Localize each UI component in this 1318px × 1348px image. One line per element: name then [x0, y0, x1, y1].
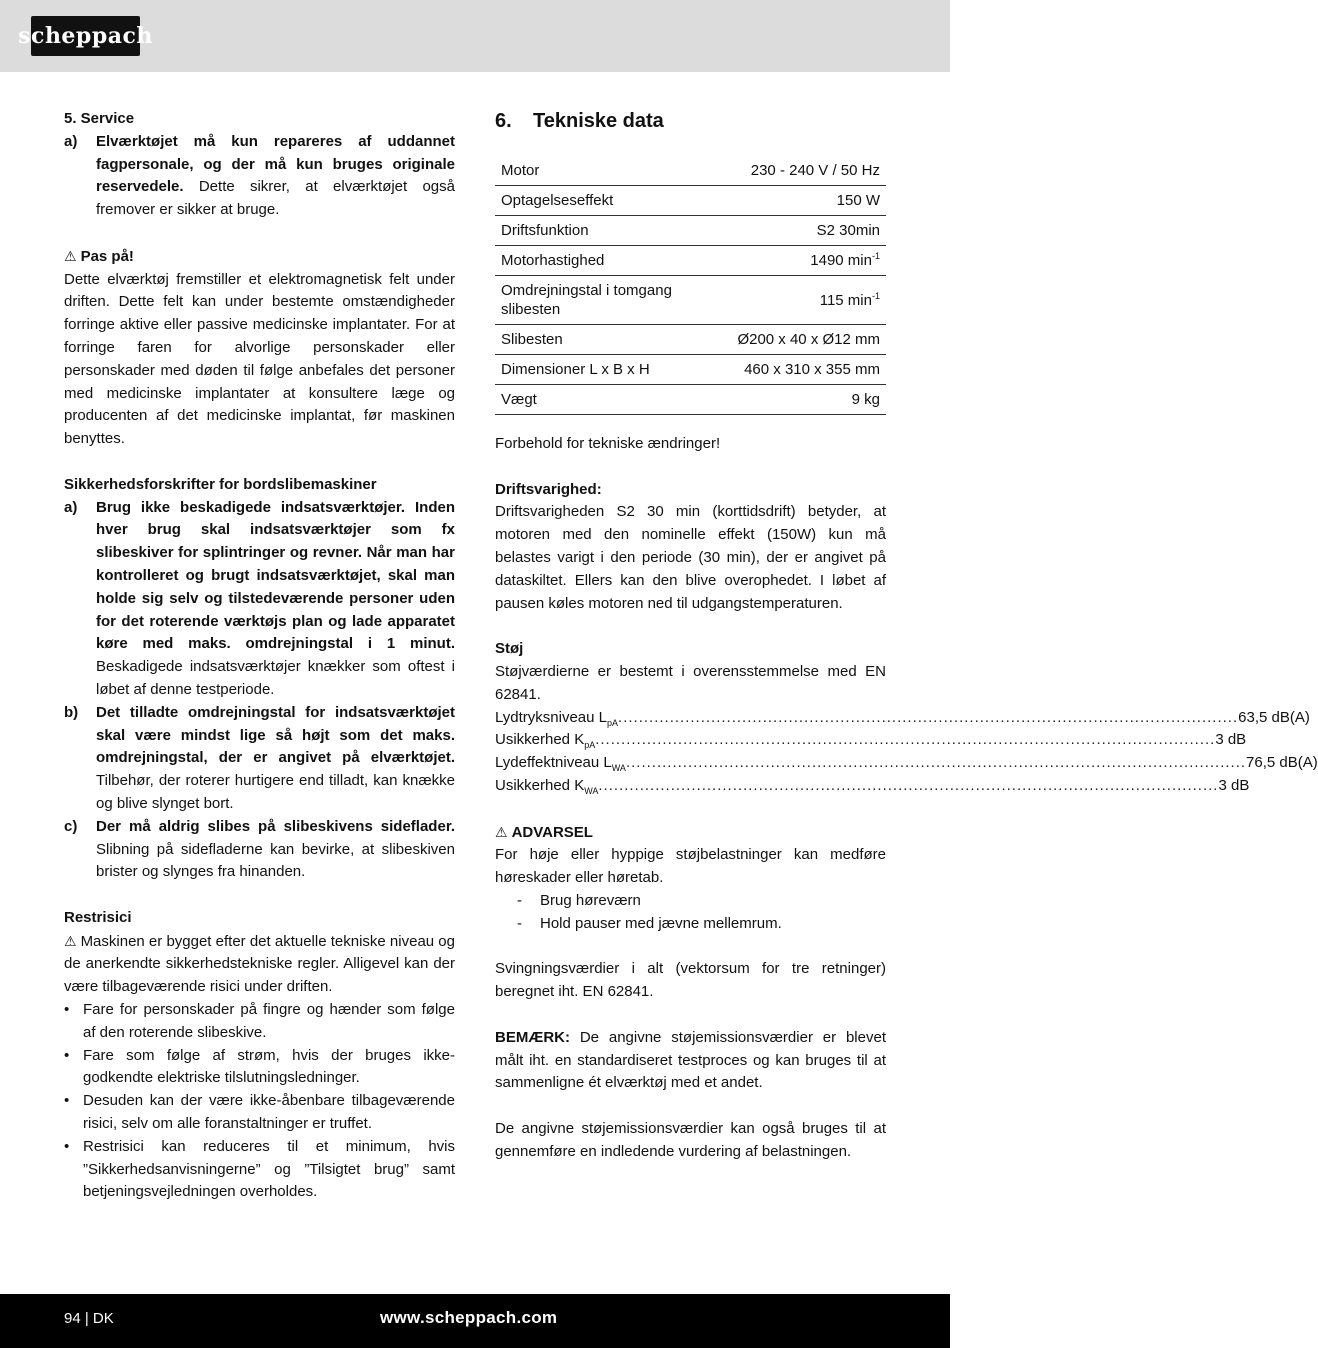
- spec-value: [731, 186, 886, 216]
- spec-row: [495, 385, 886, 415]
- item-bold-text: Elværktøjet må kun repareres af uddannet fagpersonale, og der må kun bruges originale reservedele.: [96, 132, 455, 196]
- bullet-text: Desuden kan der være ikke-åbenbare tilbageværende risici, selv om alle foranstaltninger er truffet.: [83, 1092, 455, 1133]
- leader-dots: ........................................................................................................................: [598, 776, 1219, 794]
- noise-level-name: Usikkerhed $K_{pA}$: [495, 731, 596, 751]
- bullet-icon: •: [64, 1001, 70, 1019]
- bullet-text: Fare som følge af strøm, hvis der bruges ikke-godkendte elektriske tilslutningsledninger.: [83, 1046, 455, 1087]
- noise-level-value: 3 dB: [1215, 731, 1247, 749]
- note-paragraph: [495, 1027, 886, 1095]
- spec-value-text: 1490 min: [810, 252, 872, 269]
- restrisici-bullet: [64, 999, 455, 1045]
- brand-logo: scheppach: [31, 16, 140, 56]
- note-label: BEMÆRK:: [495, 1028, 570, 1046]
- noise-level-row: [495, 707, 1310, 730]
- spec-label: Motor: [495, 156, 731, 186]
- spec-row: [495, 186, 886, 216]
- spec-row: [495, 355, 886, 385]
- spec-label: Driftsfunktion: [495, 216, 731, 246]
- page-number: 94: [64, 1310, 81, 1327]
- spec-value-text: 9 kg: [851, 391, 880, 408]
- service-heading: 5. Service: [64, 110, 135, 127]
- item-bold-text: Brug ikke beskadigede indsatsværktøjer. Inden hver brug skal indsatsværktøjer som fx slibeskiver for splintringer og revner. Når man har kontrolleret og brugt indsatsværktøjet, skal man holde sig selv og tilstedeværende personer uden for det roterende værktøjs plan og lade apparatet køre med maks. omdrejningstal i 1 minut.: [96, 498, 455, 653]
- spec-value: [731, 355, 886, 385]
- spec-unit-exponent: -1: [871, 251, 880, 261]
- item-text: [96, 497, 455, 702]
- warning-title: ADVARSEL: [511, 823, 593, 841]
- item-rest-text: Dette sikrer, at elværktøjet også fremover er sikker at bruge.: [96, 178, 455, 219]
- spec-value-text: Ø200 x 40 x Ø12 mm: [737, 331, 880, 348]
- spec-row: [495, 156, 886, 186]
- warning-triangle-icon: ⚠: [64, 932, 77, 949]
- noise-level-name: Usikkerhed $K_{WA}$: [495, 776, 599, 796]
- duty-heading: Driftsvarighed:: [495, 480, 602, 498]
- warning-item: [495, 913, 886, 936]
- spec-row: [495, 325, 886, 355]
- spec-row: [495, 246, 886, 276]
- specs-table: [495, 156, 886, 415]
- item-text: [96, 816, 455, 884]
- spec-label: Omdrejningstal i tomgang slibesten: [495, 276, 731, 325]
- safety-heading: Sikkerhedsforskrifter for bordslibemaskiner: [64, 475, 377, 493]
- spec-value-text: 230 - 240 V / 50 Hz: [750, 162, 880, 179]
- safety-item-a: [64, 497, 455, 702]
- note-text: De angivne støjemissionsværdier er blevet målt iht. en standardiseret testproces og kan bruges til at sammenligne ét elværktøj med et andet.: [495, 1028, 886, 1092]
- left-column: [64, 108, 455, 1204]
- final-text: De angivne støjemissionsværdier kan også bruges til at gennemføre en indledende vurdering af belastningen.: [495, 1119, 886, 1160]
- restrisici-intro: [64, 930, 455, 999]
- item-label: a): [64, 132, 78, 150]
- warning-item-text: Hold pauser med jævne mellemrum.: [540, 914, 782, 932]
- restrisici-bullet: [64, 1045, 455, 1091]
- spec-value-text: 460 x 310 x 355 mm: [744, 361, 880, 378]
- bullet-text: Restrisici kan reduceres til et minimum, hvis ”Sikkerhedsanvisningerne” og ”Tilsigtet brug” samt betjeningsvejledningen overholdes.: [83, 1137, 455, 1201]
- restrisici-bullet: [64, 1136, 455, 1204]
- dash-icon: -: [517, 914, 522, 932]
- section-number: 6.: [495, 110, 512, 132]
- item-text: [96, 702, 455, 816]
- item-rest-text: Beskadigede indsatsværktøjer knækker som oftest i løbet af denne testperiode.: [96, 658, 455, 698]
- section-title-text: Tekniske data: [533, 110, 664, 132]
- warning-heading: [495, 821, 886, 845]
- noise-level-value: 63,5 dB(A): [1238, 708, 1310, 726]
- page-footer: [0, 1294, 950, 1348]
- caution-text: Dette elværktøj fremstiller et elektromagnetisk felt under driften. Dette felt kan under bestemte omstændigheder forringe aktive eller passive medicinske implantater. For at forringe faren for alvorlige personskader eller personskader med døden til følge anbefales det personer med medicinske implantater at konsultere læge og producenten af det medicinske implantat, før maskinen benyttes.: [64, 270, 455, 448]
- item-bold-text: Det tilladte omdrejningstal for indsatsværktøjet skal være mindst lige så højt som det maks. omdrejningstal, der er angivet på elværktøjet.: [96, 703, 455, 767]
- page-indicator: 94 | DK: [64, 1310, 114, 1327]
- item-bold-text: Der må aldrig slibes på slibeskivens sideflader.: [96, 817, 455, 835]
- website-url[interactable]: www.scheppach.com: [380, 1308, 558, 1327]
- service-item-a: [64, 131, 455, 222]
- noise-level-value: 3 dB: [1218, 776, 1250, 794]
- warning-item: [495, 890, 886, 913]
- bullet-text: Fare for personskader på fingre og hænder som følge af den roterende slibeskive.: [83, 1001, 455, 1041]
- spec-value: [731, 276, 886, 325]
- spec-value: [731, 385, 886, 415]
- noise-level-value: 76,5 dB(A): [1246, 754, 1318, 772]
- spec-value-text: 150 W: [836, 192, 880, 209]
- spec-label: Slibesten: [495, 325, 731, 355]
- noise-heading: Støj: [495, 640, 524, 658]
- vibration-text: Svingningsværdier i alt (vektorsum for tre retninger) beregnet iht. EN 62841.: [495, 960, 886, 1001]
- warning-triangle-icon: ⚠: [64, 247, 77, 264]
- item-rest-text: Slibning på sidefladerne kan bevirke, at slibeskiven brister og slynges fra hinanden.: [96, 840, 455, 881]
- spec-label: Vægt: [495, 385, 731, 415]
- spec-label: Motorhastighed: [495, 246, 731, 276]
- spec-value: [731, 216, 886, 246]
- safety-item-c: [64, 816, 455, 884]
- page-header: [0, 0, 950, 72]
- right-column: [495, 108, 1318, 1164]
- bullet-icon: •: [64, 1137, 70, 1155]
- noise-level-row: [495, 775, 1250, 798]
- noise-text: Støjværdierne er bestemt i overensstemmelse med EN 62841.: [495, 662, 886, 703]
- noise-levels: [495, 707, 1318, 798]
- item-label: b): [64, 703, 79, 721]
- language-code: DK: [92, 1310, 114, 1327]
- restrisici-text: Maskinen er bygget efter det aktuelle tekniske niveau og de anerkendte sikkerhedstekniske regler. Alligevel kan der være tilbageværende risici under driften.: [64, 932, 455, 996]
- noise-level-name: Lydtryksniveau $L_{pA}$: [495, 708, 619, 728]
- warning-item-text: Brug høreværn: [540, 891, 641, 909]
- restrisici-heading: Restrisici: [64, 908, 132, 926]
- bullet-icon: •: [64, 1046, 70, 1064]
- spec-label: Dimensioner L x B x H: [495, 355, 731, 385]
- caution-title: Pas på!: [80, 247, 134, 265]
- restrisici-bullet: [64, 1090, 455, 1136]
- item-rest-text: Tilbehør, der roterer hurtigere end tilladt, kan knække og blive slynget bort.: [96, 772, 455, 812]
- noise-level-row: [495, 729, 1247, 752]
- caution-heading: [64, 245, 455, 269]
- noise-level-name: Lydeffektniveau $L_{WA}$: [495, 754, 626, 774]
- spec-value-text: S2 30min: [816, 222, 880, 239]
- reserve-note: Forbehold for tekniske ændringer!: [495, 435, 721, 452]
- noise-level-row: [495, 752, 1318, 775]
- section-title: [495, 108, 886, 134]
- spec-value: [731, 325, 886, 355]
- spec-row: [495, 216, 886, 246]
- item-label: a): [64, 498, 78, 516]
- spec-value: [731, 156, 886, 186]
- dash-icon: -: [517, 891, 522, 909]
- leader-dots: ........................................................................................................................: [595, 731, 1216, 749]
- spec-value: [731, 246, 886, 276]
- item-text: [96, 131, 455, 222]
- spec-row: [495, 276, 886, 325]
- warning-triangle-icon: ⚠: [495, 823, 508, 840]
- safety-item-b: [64, 702, 455, 816]
- duty-text: Driftsvarigheden S2 30 min (korttidsdrift) betyder, at motoren med den nominelle effekt (150W) kun må belastes varigt i den periode (30 min), der er angivet på dataskiltet. Ellers kan den blive overophedet. I løbet af pausen køles motoren ned til udgangstemperaturen.: [495, 503, 886, 612]
- bullet-icon: •: [64, 1092, 70, 1110]
- spec-unit-exponent: -1: [871, 290, 880, 301]
- item-label: c): [64, 817, 78, 835]
- warning-text: For høje eller hyppige støjbelastninger kan medføre høreskader eller høretab.: [495, 846, 886, 887]
- spec-value-text: 115 min: [819, 291, 872, 309]
- leader-dots: ........................................................................................................................: [625, 754, 1247, 772]
- spec-label: Optagelseseffekt: [495, 186, 731, 216]
- leader-dots: ........................................................................................................................: [618, 708, 1239, 726]
